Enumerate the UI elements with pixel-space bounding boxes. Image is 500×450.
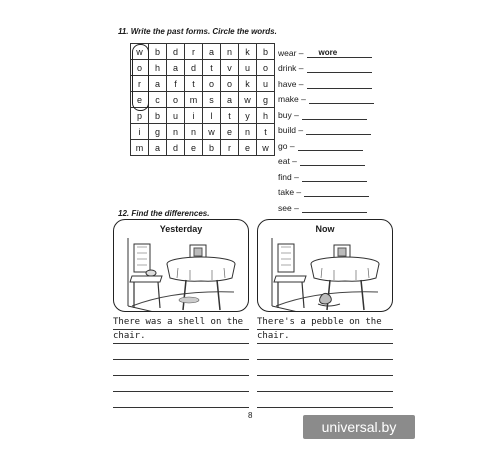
verb-word: build – — [278, 125, 304, 135]
grid-cell: w — [257, 140, 275, 156]
grid-cell: s — [203, 92, 221, 108]
verb-word: eat – — [278, 156, 297, 166]
grid-row — [131, 44, 275, 60]
grid-cell: n — [221, 44, 239, 60]
grid-row — [131, 140, 275, 156]
verb-list — [278, 42, 388, 213]
grid-cell: r — [185, 44, 203, 60]
grid-row — [131, 124, 275, 140]
watermark: universal.by — [303, 415, 415, 439]
now-label: Now — [315, 224, 335, 234]
grid-cell: o — [221, 76, 239, 92]
grid-cell: n — [167, 124, 185, 140]
verb-word: take – — [278, 187, 302, 197]
verb-row — [278, 104, 388, 120]
grid-cell: w — [203, 124, 221, 140]
answer-blank[interactable] — [302, 171, 367, 182]
grid-cell: v — [221, 60, 239, 76]
verb-row — [278, 120, 388, 136]
answer-line[interactable]: chair. — [113, 331, 249, 344]
grid-cell: e — [131, 92, 149, 108]
grid-row — [131, 60, 275, 76]
grid-row — [131, 76, 275, 92]
answer-blank[interactable] — [309, 93, 374, 104]
verb-word: go – — [278, 140, 295, 151]
grid-cell: h — [257, 108, 275, 124]
answer-blank[interactable] — [302, 202, 367, 213]
grid-cell: p — [131, 108, 149, 124]
grid-cell: u — [167, 108, 185, 124]
grid-cell: k — [239, 44, 257, 60]
answer-blank[interactable] — [307, 47, 372, 58]
answer-blank[interactable] — [302, 109, 367, 120]
now-answer-lines — [257, 317, 393, 408]
grid-cell: o — [257, 60, 275, 76]
exercise-11-title: 11. Write the past forms. Circle the words. — [118, 27, 277, 36]
grid-cell: l — [203, 108, 221, 124]
grid-cell: w — [239, 92, 257, 108]
grid-cell: c — [149, 92, 167, 108]
grid-cell: h — [149, 60, 167, 76]
verb-word: see – — [278, 202, 299, 213]
grid-cell: d — [167, 140, 185, 156]
verb-row — [278, 135, 388, 151]
answer-line[interactable] — [113, 379, 249, 392]
verb-row — [278, 197, 388, 213]
grid-cell: a — [167, 60, 185, 76]
verb-row — [278, 89, 388, 105]
grid-cell: b — [149, 44, 167, 60]
grid-cell: n — [185, 124, 203, 140]
grid-cell: m — [185, 92, 203, 108]
answer-blank[interactable] — [306, 124, 371, 135]
grid-cell: g — [149, 124, 167, 140]
verb-word: find – — [278, 171, 299, 182]
grid-cell: n — [239, 124, 257, 140]
verb-word: drink – — [278, 63, 304, 73]
answer-blank[interactable] — [304, 186, 369, 197]
grid-cell: b — [257, 44, 275, 60]
grid-cell: k — [239, 76, 257, 92]
grid-cell: d — [167, 44, 185, 60]
verb-row — [278, 58, 388, 74]
answer-line[interactable] — [257, 363, 393, 376]
verb-word: buy – — [278, 109, 299, 120]
answer-circle — [132, 44, 149, 111]
verb-row — [278, 151, 388, 167]
yesterday-answer-lines — [113, 317, 249, 408]
grid-cell: u — [257, 76, 275, 92]
grid-cell: t — [185, 76, 203, 92]
verb-word: make – — [278, 94, 306, 104]
answer-line[interactable]: chair. — [257, 331, 393, 344]
word-search-grid — [130, 43, 275, 156]
answer-line[interactable] — [113, 363, 249, 376]
answer-line[interactable] — [257, 395, 393, 408]
answer-blank[interactable] — [307, 62, 372, 73]
yesterday-picture — [113, 219, 249, 312]
answer-blank[interactable] — [300, 155, 365, 166]
page-number: 8 — [248, 411, 253, 420]
verb-answer: wore — [318, 47, 338, 57]
answer-blank[interactable] — [307, 78, 372, 89]
answer-line[interactable]: There was a shell on the — [113, 317, 249, 330]
grid-cell: b — [149, 108, 167, 124]
grid-cell: a — [149, 76, 167, 92]
answer-line[interactable] — [113, 347, 249, 360]
grid-cell: e — [221, 124, 239, 140]
grid-cell: i — [185, 108, 203, 124]
answer-line[interactable] — [257, 379, 393, 392]
answer-line[interactable]: There's a pebble on the — [257, 317, 393, 330]
grid-cell: e — [239, 140, 257, 156]
verb-row — [278, 73, 388, 89]
grid-cell: t — [257, 124, 275, 140]
verb-word: wear – — [278, 47, 304, 58]
answer-blank[interactable] — [298, 140, 363, 151]
grid-cell: o — [131, 60, 149, 76]
grid-cell: o — [203, 76, 221, 92]
grid-cell: a — [149, 140, 167, 156]
grid-cell: a — [203, 44, 221, 60]
grid-row — [131, 108, 275, 124]
verb-row — [278, 166, 388, 182]
grid-cell: o — [167, 92, 185, 108]
grid-cell: w — [131, 44, 149, 60]
grid-cell: t — [203, 60, 221, 76]
grid-cell: u — [239, 60, 257, 76]
exercise-12-title: 12. Find the differences. — [118, 209, 210, 218]
grid-cell: b — [203, 140, 221, 156]
now-picture — [257, 219, 393, 312]
verb-word: have – — [278, 78, 304, 89]
grid-cell: e — [185, 140, 203, 156]
answer-line[interactable] — [113, 395, 249, 408]
grid-cell: g — [257, 92, 275, 108]
verb-row — [278, 42, 388, 58]
grid-cell: t — [221, 108, 239, 124]
grid-cell: m — [131, 140, 149, 156]
yesterday-label: Yesterday — [159, 224, 203, 234]
answer-line[interactable] — [257, 347, 393, 360]
grid-cell: a — [221, 92, 239, 108]
grid-cell: i — [131, 124, 149, 140]
grid-cell: r — [221, 140, 239, 156]
grid-cell: y — [239, 108, 257, 124]
grid-row — [131, 92, 275, 108]
grid-cell: d — [185, 60, 203, 76]
grid-cell: f — [167, 76, 185, 92]
verb-row — [278, 182, 388, 198]
grid-cell: r — [131, 76, 149, 92]
